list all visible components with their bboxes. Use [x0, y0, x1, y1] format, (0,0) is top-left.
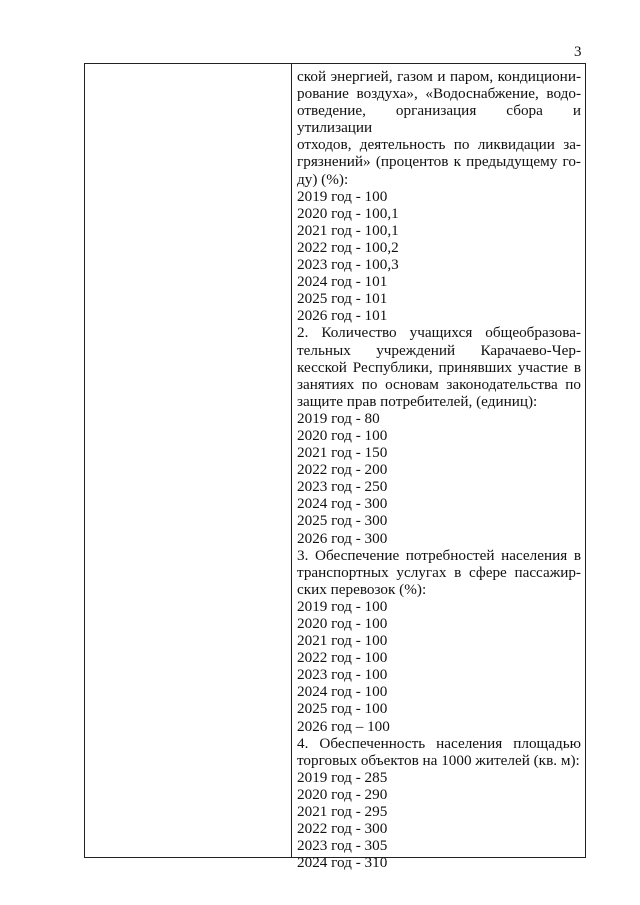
text-line: ской энергией, газом и паром, кондициони-	[297, 68, 581, 85]
text-line: 4. Обеспеченность населения площадью	[297, 734, 581, 752]
text-line: защите прав потребителей, (единиц):	[297, 392, 538, 410]
text-line: 2021 год - 100	[297, 632, 388, 650]
text-line: тельных учреждений Карачаево-Чер-	[297, 341, 581, 359]
text-line: занятиях по основам законодательства по	[297, 375, 581, 393]
page-number: 3	[574, 44, 582, 60]
text-line: 2019 год - 100	[297, 187, 388, 205]
text-line: 2023 год - 305	[297, 837, 388, 855]
indicators-cell	[297, 68, 581, 871]
text-line: 2020 год - 290	[297, 785, 388, 803]
text-line: ских перевозок (%):	[297, 580, 427, 598]
text-line: 2022 год - 200	[297, 461, 388, 479]
text-line: 2021 год - 150	[297, 444, 388, 462]
text-line: 2022 год - 100	[297, 649, 388, 667]
text-line: 2020 год - 100	[297, 615, 388, 632]
text-line: 2019 год - 80	[297, 409, 380, 427]
text-line: отведение, организация сбора и утилизации	[297, 102, 581, 137]
text-line: торговых объектов на 1000 жителей (кв. м):	[297, 751, 580, 769]
text-line: грязнений» (процентов к предыдущему го-	[297, 153, 581, 171]
text-line: 2025 год - 100	[297, 700, 388, 718]
text-line: 2024 год - 100	[297, 683, 388, 701]
text-line: 2026 год – 100	[297, 717, 390, 735]
text-line: 2025 год - 300	[297, 512, 388, 530]
text-line: 2021 год - 295	[297, 803, 388, 821]
text-line: 2024 год - 300	[297, 495, 388, 513]
text-line: ду) (%):	[297, 170, 349, 188]
text-line: 2023 год - 100	[297, 666, 388, 684]
text-line: 2020 год - 100	[297, 426, 388, 444]
text-line: транспортных услугах в сфере пассажир-	[297, 563, 581, 581]
text-line: кесской Республики, принявших участие в	[297, 358, 581, 376]
text-line: 2022 год - 100,2	[297, 238, 399, 256]
text-line: 2026 год - 101	[297, 307, 388, 325]
text-line: 2024 год - 101	[297, 273, 388, 291]
text-line: 2026 год - 300	[297, 529, 388, 547]
text-line: 2025 год - 101	[297, 290, 388, 308]
text-line: 2023 год - 250	[297, 478, 388, 496]
text-line: 2. Количество учащихся общеобразова-	[297, 324, 581, 342]
text-line: 2023 год - 100,3	[297, 256, 399, 274]
text-line: 2019 год - 285	[297, 768, 388, 786]
text-line: 2024 год - 310	[297, 854, 388, 872]
text-line: 2020 год - 100,1	[297, 204, 399, 222]
text-line: отходов, деятельность по ликвидации за-	[297, 136, 581, 154]
text-line: 2022 год - 300	[297, 820, 388, 838]
text-line: 2021 год - 100,1	[297, 221, 399, 239]
column-divider	[291, 64, 292, 857]
text-line: 2019 год - 100	[297, 597, 388, 615]
text-line: 3. Обеспечение потребностей населения в	[297, 546, 581, 564]
table-frame	[84, 63, 586, 872]
text-line: рование воздуха», «Водоснабжение, водо-	[297, 85, 581, 103]
